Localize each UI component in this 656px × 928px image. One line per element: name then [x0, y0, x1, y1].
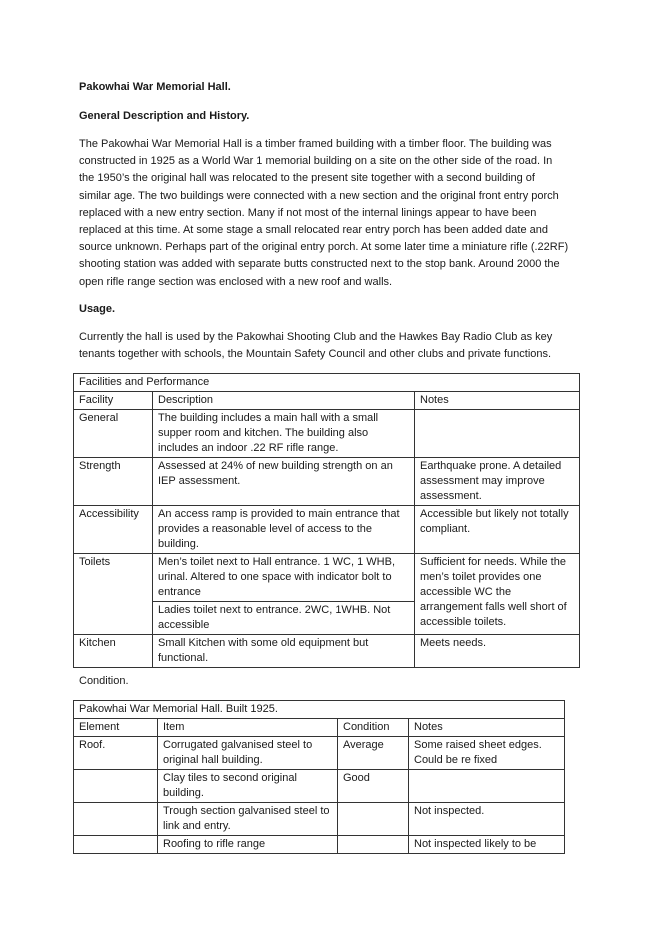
facilities-header-row [74, 392, 580, 410]
table-row [74, 803, 565, 836]
table-row [74, 410, 580, 458]
facility-cell: General [74, 410, 153, 458]
notes-cell: Sufficient for needs. While the men’s toilet provides one accessible WC the arrangement falls well short of accessible toilets. [415, 554, 580, 635]
description-cell: Ladies toilet next to entrance. 2WC, 1WHB. Not accessible [153, 602, 415, 635]
facilities-table [73, 373, 580, 668]
column-header: Item [158, 719, 338, 737]
notes-cell: Earthquake prone. A detailed assessment may improve assessment. [415, 458, 580, 506]
column-header: Description [153, 392, 415, 410]
notes-cell: Not inspected. [409, 803, 565, 836]
table-row [74, 635, 580, 668]
notes-cell: Some raised sheet edges. Could be re fixed [409, 737, 565, 770]
facility-cell: Kitchen [74, 635, 153, 668]
document-title: Pakowhai War Memorial Hall. [79, 81, 231, 93]
table-row [74, 506, 580, 554]
item-cell: Corrugated galvanised steel to original hall building. [158, 737, 338, 770]
column-header: Notes [409, 719, 565, 737]
facility-cell: Accessibility [74, 506, 153, 554]
table-row [74, 458, 580, 506]
facility-cell: Strength [74, 458, 153, 506]
notes-cell: Meets needs. [415, 635, 580, 668]
notes-cell [415, 410, 580, 458]
column-header: Facility [74, 392, 153, 410]
section-heading-history: General Description and History. [79, 110, 250, 122]
notes-cell: Accessible but likely not totally compliant. [415, 506, 580, 554]
table-row [74, 836, 565, 854]
element-cell [74, 803, 158, 836]
facilities-table-caption: Facilities and Performance [74, 374, 580, 392]
condition-header-row [74, 719, 565, 737]
table-row [74, 737, 565, 770]
notes-cell [409, 770, 565, 803]
condition-table [73, 700, 565, 854]
usage-paragraph: Currently the hall is used by the Pakowhai Shooting Club and the Hawkes Bay Radio Club as key tenants together with schools, the Mountain Safety Council and other clubs and private functions. [79, 331, 553, 361]
condition-table-caption: Pakowhai War Memorial Hall. Built 1925. [74, 701, 565, 719]
column-header: Condition [338, 719, 409, 737]
element-cell [74, 770, 158, 803]
condition-cell: Average [338, 737, 409, 770]
condition-heading: Condition. [79, 675, 129, 687]
condition-cell [338, 836, 409, 854]
condition-cell [338, 803, 409, 836]
table-row [74, 770, 565, 803]
description-cell: Men’s toilet next to Hall entrance. 1 WC, 1 WHB, urinal. Altered to one space with indicator bolt to entrance [153, 554, 415, 602]
table-row [74, 554, 580, 602]
condition-cell: Good [338, 770, 409, 803]
column-header: Element [74, 719, 158, 737]
section-heading-usage: Usage. [79, 303, 116, 315]
element-cell [74, 836, 158, 854]
item-cell: Trough section galvanised steel to link and entry. [158, 803, 338, 836]
description-cell: Small Kitchen with some old equipment but functional. [153, 635, 415, 668]
facility-cell: Toilets [74, 554, 153, 635]
description-cell: An access ramp is provided to main entrance that provides a reasonable level of access to the building. [153, 506, 415, 554]
history-paragraph: The Pakowhai War Memorial Hall is a timber framed building with a timber floor. The building was constructed in 1925 as a World War 1 memorial building on a site on the other side of the road. In the 1950’s the original hall was relocated to the present site together with a second building of similar age. The two buildings were connected with a new section and the original front entry porch replaced with a new entry section. Many if not most of the internal linings appear to have been replaced at this time. At some stage a small relocated rear entry porch has been added date and source unknown. Perhaps part of the original entry porch. At some later time a miniature rifle (.22RF) shooting station was added with separate butts constructed next to the stop bank. Around 2000 the open rifle range section was enclosed with a new roof and walls. [79, 138, 569, 288]
description-cell: Assessed at 24% of new building strength on an IEP assessment. [153, 458, 415, 506]
element-cell: Roof. [74, 737, 158, 770]
item-cell: Clay tiles to second original building. [158, 770, 338, 803]
column-header: Notes [415, 392, 580, 410]
notes-cell: Not inspected likely to be [409, 836, 565, 854]
item-cell: Roofing to rifle range [158, 836, 338, 854]
description-cell: The building includes a main hall with a small supper room and kitchen. The building also includes an indoor .22 RF rifle range. [153, 410, 415, 458]
